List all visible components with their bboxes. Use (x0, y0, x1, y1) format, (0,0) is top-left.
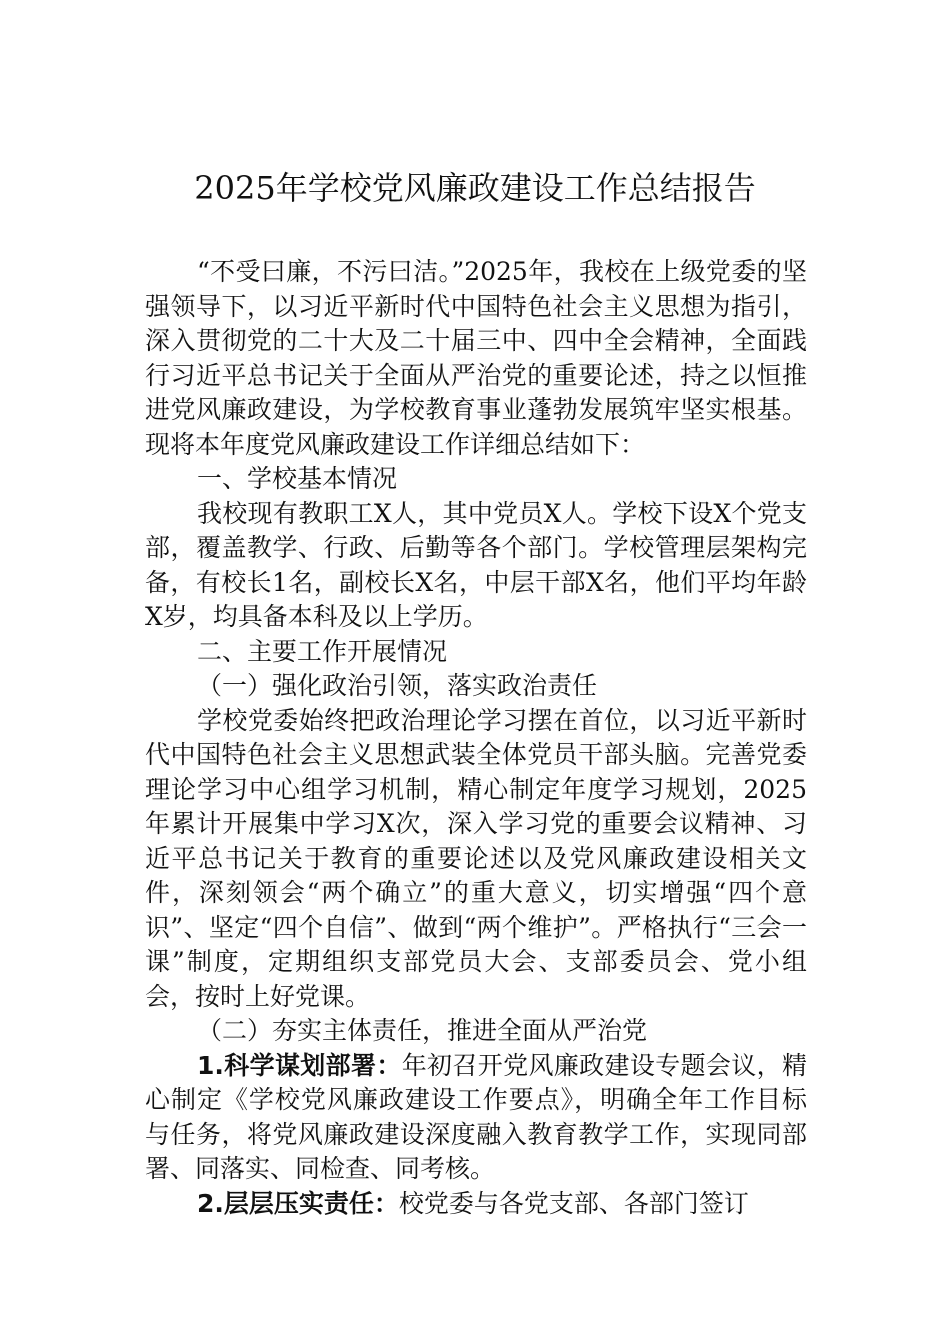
item-responsibility-lead: 2.层层压实责任： (197, 1188, 399, 1218)
item-responsibility-paragraph (145, 1187, 807, 1222)
subheading-political-guidance: （一）强化政治引领，落实政治责任 (197, 671, 598, 700)
item-planning-lead: 1.科学谋划部署： (197, 1050, 402, 1080)
intro-paragraph: “不受曰廉，不污曰洁。”2025年，我校在上级党委的坚强领导下，以习近平新时代中国特色社会主义思想为指引，深入贯彻党的二十大及二十届三中、四中全会精神，全面践行习近平总书记关于全面从严治党的重要论述，持之以恒推进党风廉政建设，为学校教育事业蓬勃发展筑牢坚实根基。现将本年度党风廉政建设工作详细总结如下： (145, 257, 807, 459)
document-title: 2025年学校党风廉政建设工作总结报告 (194, 169, 756, 207)
item-responsibility-text: 校党委与各党支部、各部门签订 (398, 1188, 749, 1218)
subheading-main-responsibility: （二）夯实主体责任，推进全面从严治党 (197, 1016, 648, 1045)
item-planning-text: 年初召开党风廉政建设专题会议，精心制定《学校党风廉政建设工作要点》，明确全年工作目标与任务，将党风廉政建设深度融入教育教学工作，实现同部署、同落实、同检查、同考核。 (145, 1050, 807, 1183)
item-planning-paragraph (145, 1049, 807, 1187)
political-guidance-paragraph: 学校党委始终把政治理论学习摆在首位，以习近平新时代中国特色社会主义思想武装全体党员干部头脑。完善党委理论学习中心组学习机制，精心制定年度学习规划，2025年累计开展集中学习X次，深入学习党的重要会议精神、习近平总书记关于教育的重要论述以及党风廉政建设相关文件，深刻领会“两个确立”的重大意义，切实增强“四个意识”、坚定“四个自信”、做到“两个维护”。严格执行“三会一课”制度，定期组织支部党员大会、支部委员会、党小组会，按时上好党课。 (145, 705, 807, 1011)
section-heading-main-work: 二、主要工作开展情况 (197, 636, 448, 666)
section-heading-basic-info: 一、学校基本情况 (197, 464, 398, 493)
basic-info-paragraph: 我校现有教职工X人，其中党员X人。学校下设X个党支部，覆盖教学、行政、后勤等各个部门。学校管理层架构完备，有校长1名，副校长X名，中层干部X名，他们平均年龄X岁，均具备本科及以上学历。 (145, 498, 807, 631)
document-body (145, 255, 807, 1221)
